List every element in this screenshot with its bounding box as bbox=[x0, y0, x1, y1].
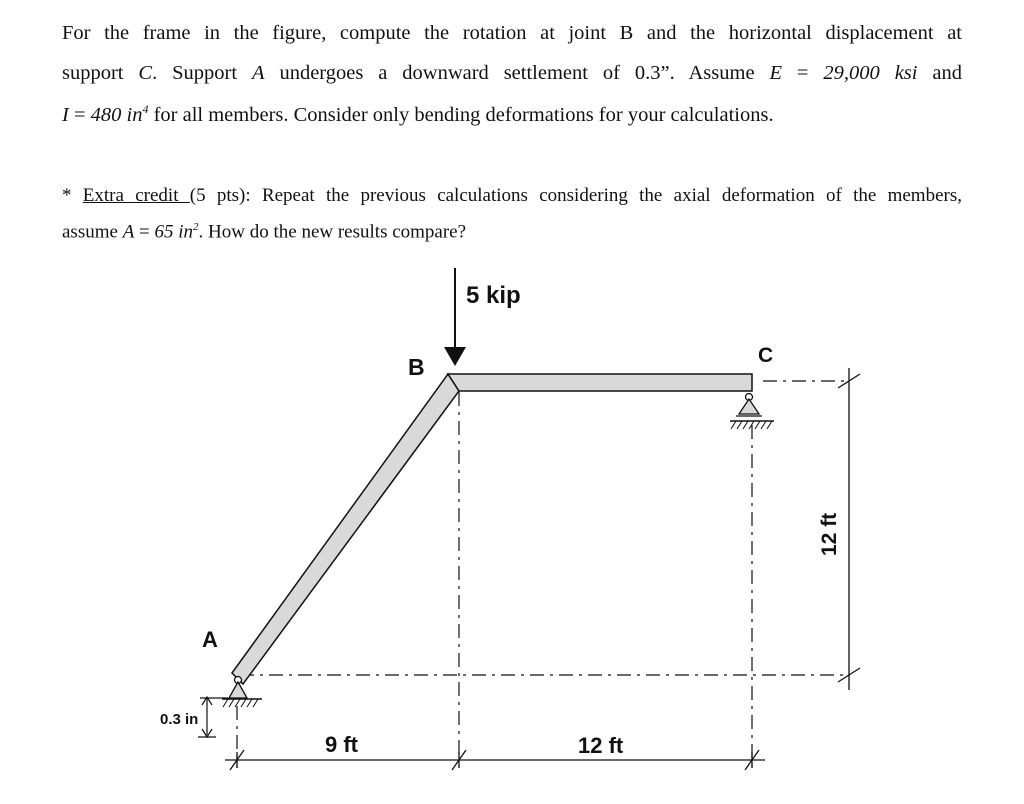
extra-credit-label: Extra credit bbox=[82, 185, 190, 206]
extra-star: * bbox=[62, 185, 83, 206]
dim-left-label: 9 ft bbox=[325, 732, 358, 757]
var-e: E bbox=[769, 62, 783, 84]
dim-height-label: 12 ft bbox=[818, 512, 841, 556]
problem-text: . Support bbox=[152, 62, 252, 84]
extra-text: = bbox=[134, 221, 155, 243]
settlement-indicator bbox=[198, 697, 228, 737]
var-i: I bbox=[62, 103, 69, 126]
member-bc bbox=[448, 374, 752, 391]
vertical-dimension bbox=[838, 368, 860, 690]
problem-text: = bbox=[68, 103, 91, 126]
load-arrow bbox=[444, 268, 466, 366]
joint-b-label: B bbox=[408, 354, 425, 380]
var-c: C bbox=[138, 62, 153, 84]
horizontal-dimension bbox=[225, 750, 765, 770]
support-a bbox=[222, 677, 262, 708]
area-value: 65 in bbox=[154, 221, 194, 243]
problem-text: = bbox=[782, 62, 824, 84]
area-exponent: 2 bbox=[193, 221, 199, 233]
problem-text: support bbox=[62, 62, 139, 84]
extra-text: assume bbox=[62, 221, 123, 243]
inertia-value: 480 in bbox=[90, 103, 143, 126]
dim-right-label: 12 ft bbox=[578, 733, 624, 758]
joint-c-label: C bbox=[758, 344, 774, 367]
var-a: A bbox=[252, 62, 265, 84]
problem-text: For the frame in the figure, compute the rotation at joint B and the horizontal displacement at bbox=[62, 22, 962, 44]
extra-text: . How do the new results compare? bbox=[198, 221, 467, 243]
inertia-exponent: 4 bbox=[142, 102, 149, 116]
load-label: 5 kip bbox=[466, 282, 521, 309]
extra-text: (5 pts): Repeat the previous calculations considering the axial deformation of the members, bbox=[189, 185, 962, 206]
member-ab bbox=[232, 374, 459, 684]
var-area: A bbox=[122, 221, 135, 243]
joint-a-label: A bbox=[202, 627, 218, 652]
problem-text: and bbox=[917, 62, 963, 84]
reference-lines bbox=[237, 381, 850, 768]
support-c bbox=[730, 394, 774, 430]
settlement-label: 0.3 in bbox=[160, 711, 199, 728]
problem-text: undergoes a downward settlement of 0.3”. Assume bbox=[264, 62, 770, 84]
modulus-value: 29,000 ksi bbox=[823, 62, 918, 84]
problem-text: for all members. Consider only bending deformations for your calculations. bbox=[148, 103, 774, 126]
